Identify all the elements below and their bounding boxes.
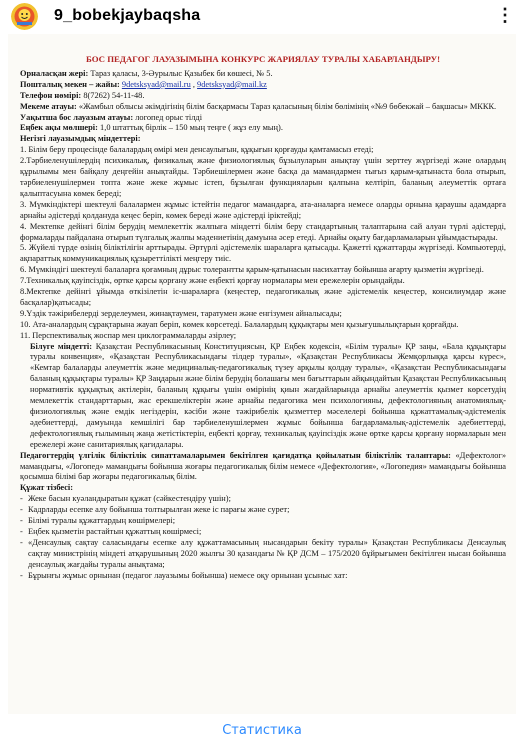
phone-row	[20, 91, 506, 102]
vacancy-value: логопед орыс тілді	[133, 112, 203, 122]
duty-item: 2.Тәрбиеленушілердің психикалық, физикалық және физиологиялық бұзылуларын анықтау үшін зерттеу жүргізеді және олардың құрылымы мен байқалу деңгейін анықтайды. Тәрбиешілермен және басқа да мамандармен тығыз қарым-қатынаста бола отырып, тәрбиеленушілермен топта және жеке жұмыс істеп, бұзылған функцияларын қалпына келтіріп, баланың әлеуметтік ортаға қалыптасуына көмек береді;	[20, 156, 506, 198]
doc-list-item: - Еңбек қызметін растайтын құжаттың көшірмесі;	[20, 527, 506, 538]
salary-value: 1,0 штаттық бірлік – 150 мың теңге ( жұз елу мың).	[97, 123, 283, 133]
org-value: «Жамбыл облысы әкімдігінің білім басқармасы Тараз қаласының білім бөлімінің «№9 бөбекжай – бақшасы» МККК.	[76, 101, 497, 111]
qualification-label: Педагогтердің үлгілік біліктілік сипаттамаларымен бекітілген қағидатқа қойылатын біліктілік талаптары:	[20, 450, 451, 460]
duty-item: 7.Техникалық қауіпсіздік, өртке қарсы қорғану және еңбекті қорғау нормалары мен ережелерін орындайды.	[20, 276, 405, 286]
postal-row	[20, 80, 506, 91]
duty-item: 5. Жүйелі түрде өзінің біліктілігін арттырады. Әртүрлі әдістемелік шараларға қатысады. Қажетті құжаттарды жүргізеді. Компьютерді, ақпараттық коммуникациялық құзыреттілікті меңгеру тиіс.	[20, 243, 506, 264]
location-label: Орналасқан жері:	[20, 68, 89, 78]
doc-list-item: - Бұрынғы жұмыс орнынан (педагог лауазымы бойынша) немесе оқу орнынан ұсыныс хат:	[20, 571, 506, 582]
qualification-row	[20, 451, 506, 484]
knowledge-row	[20, 342, 506, 451]
org-row	[20, 102, 506, 113]
duty-item: 8.Мектепке дейінгі ұйымда өткізілетін іс-шараларға (кеңестер, педагогикалық және әдістемелік кеңестер, консилиумдар және басқалар)қатысады;	[20, 287, 506, 307]
announcement-image	[8, 34, 516, 714]
more-icon[interactable]: ⋮	[496, 5, 514, 25]
duty-item: 4. Мектепке дейінгі білім берудің мемлекеттік жалпыға міндетті білім беру стандартының талаптарына сай алуан түрлі әдістерді, формаларды пайдалана отырып түлгалық жалпы мәдениетінің дамуына әсер етеді. Арнайы оқыту бағдарламаларын ұйымдастырады.	[20, 221, 506, 242]
duty-item: 9.Үздік тәжірибелерді зерделеумен, жинақтаумен, таратумен және енгізумен айналысады;	[20, 308, 342, 318]
doc-list-item: - «Денсаулық сақтау саласындағы есепке алу құжаттамасының нысандарын бекіту туралы» Қазақстан Республикасы Денсаулық сақтау министрінің міндеті атқарушының 2020 жылғы 30 қазандағы № ҚР ДСМ – 175/2020 бұйрығымен бекітілген нысан бойынша денсаулық жағдайы туралы анықтама;	[20, 538, 506, 571]
profile-avatar[interactable]	[11, 3, 38, 30]
duties-heading: Негізгі лауазымдық міндеттері:	[20, 134, 141, 144]
doc-title: БОС ПЕДАГОГ ЛАУАЗЫМЫНА КОНКУРС ЖАРИЯЛАУ ТУРАЛЫ ХАБАРЛАНДЫРУ!	[85, 54, 441, 64]
duty-item: 3. Мүмкіндіктері шектеулі балалармен жұмыс істейтін педагог мамандарға, ата-аналарға немесе оларды орнына қараушы адамдарға арнайы әдістерді қолдануда кеңес беріп, көмек береді және әдістерді іріктейді;	[20, 199, 506, 220]
vacancy-row	[20, 113, 506, 124]
knowledge-value: Қазақстан Республикасының Конституциясын, ҚР Еңбек кодексін, «Білім туралы» ҚР заңы, «Бала құқықтары туралы конвенция», «Қазақстан Республикасындағы тілдер туралы», «Қазақстан Республикасы Жемқорлыққа қарсы күрес», «Кемтар балаларды әлеуметтік және медициналық-педагогикалық түзеу арқылы қолдау туралы», «Қазақстан Республикасындағы баланың құқықтары туралы» ҚР Заңдарын және білім берудің болашағы мен бағыттарын айқындайтын Қазақстан Республикасының нормативтік құқықтық актілерін, баланың құқығы үшін өмірінің қиын жағдайларында арнайы әлеуметтік қызмет көрсетудің мемлекеттік стандарттарын, жас ерекшеліктерін және арнайы педагогика мен психологияны, дефектологияның анатомиялық-физиологиялық және емдік негіздерін, кәсіби және тәжірибелік қызметтер мәселелері бойынша құжаттамалық-әдістемелік әдебиеттерді, дамуында кемшілігі бар тәрбиеленушілермен жұмыс бойынша бағдарламалық-әдістемелік әдебиеттерді, дефектологиялық ғылымның жаңа жетістіктерін, еңбекті қорғау, техникалық қауіпсіздік және өртке қарсы қорғану нормаларын мен ережелері және санитариялық қағидалары.	[30, 341, 506, 449]
post-footer	[0, 714, 524, 750]
org-label: Мекеме атауы:	[20, 101, 77, 111]
location-row	[20, 69, 506, 80]
phone-value: 8(7262) 54-11-48.	[81, 90, 145, 100]
salary-label: Еңбек ақы мөлшері:	[20, 123, 98, 133]
doc-list-item: - Кадрларды есепке алу бойынша толтырылған жеке іс парағы және сурет;	[20, 505, 506, 516]
duty-item: 6. Мүмкіндігі шектеулі балаларға қоғамның дұрыс толерантты қарым-қатынасын насихаттау бойынша ағарту қызметін жүргізеді.	[20, 265, 484, 275]
duty-item: 10. Ата-аналардың сұрақтарына жауап беріп, көмек көрсетеді. Балалардың құқықтары мен қызығушылықтарын қорғайды.	[20, 319, 459, 329]
docs-heading: Құжат тізбесі:	[20, 483, 74, 493]
email-link-1[interactable]: 9detsksyad@mail.ru	[121, 79, 191, 89]
knowledge-label: Білуге міндетті:	[30, 341, 93, 351]
location-value: Тараз қаласы, 3-Әурылыс Қазыбек би көшесі, № 5.	[88, 68, 273, 78]
duty-item: 1. Білім беру процесінде балалардың өмірі мен денсаулығын, құқығын қорғауды қамтамасыз етеді;	[20, 145, 374, 155]
username[interactable]: 9_bobekjaybaqsha	[54, 7, 201, 24]
email-separator: ,	[190, 79, 198, 89]
doc-list-item: - Білімі туралы құжаттардың көшірмелері;	[20, 516, 506, 527]
kindergarten-logo-icon	[11, 3, 38, 30]
phone-label: Телефон нөмірі:	[20, 90, 82, 100]
email-link-2[interactable]: 9detsksyad@mail.kz	[197, 79, 267, 89]
post-header	[0, 0, 524, 34]
duty-item: 11. Перспективалық жоспар мен циклограммаларды әзірлеу;	[20, 330, 237, 340]
doc-list-item: - Жеке басын куәландыратын құжат (сәйкестендіру үшін);	[20, 494, 506, 505]
salary-row	[20, 123, 506, 134]
vacancy-label: Уақытша бос лауазым атауы:	[20, 112, 134, 122]
statistics-link[interactable]: Статистика	[222, 723, 302, 738]
qualification-value: «Дефектолог» мамандығы, «Логопед» мамандығы бойынша жоғары педагогикалық білім немесе «Дефектология», «Логопедия» мамандығы бойынша қосымша білімі бар жоғары педагогикалық білім.	[20, 450, 507, 482]
postal-label: Пошталық мекен – жайы:	[20, 79, 120, 89]
